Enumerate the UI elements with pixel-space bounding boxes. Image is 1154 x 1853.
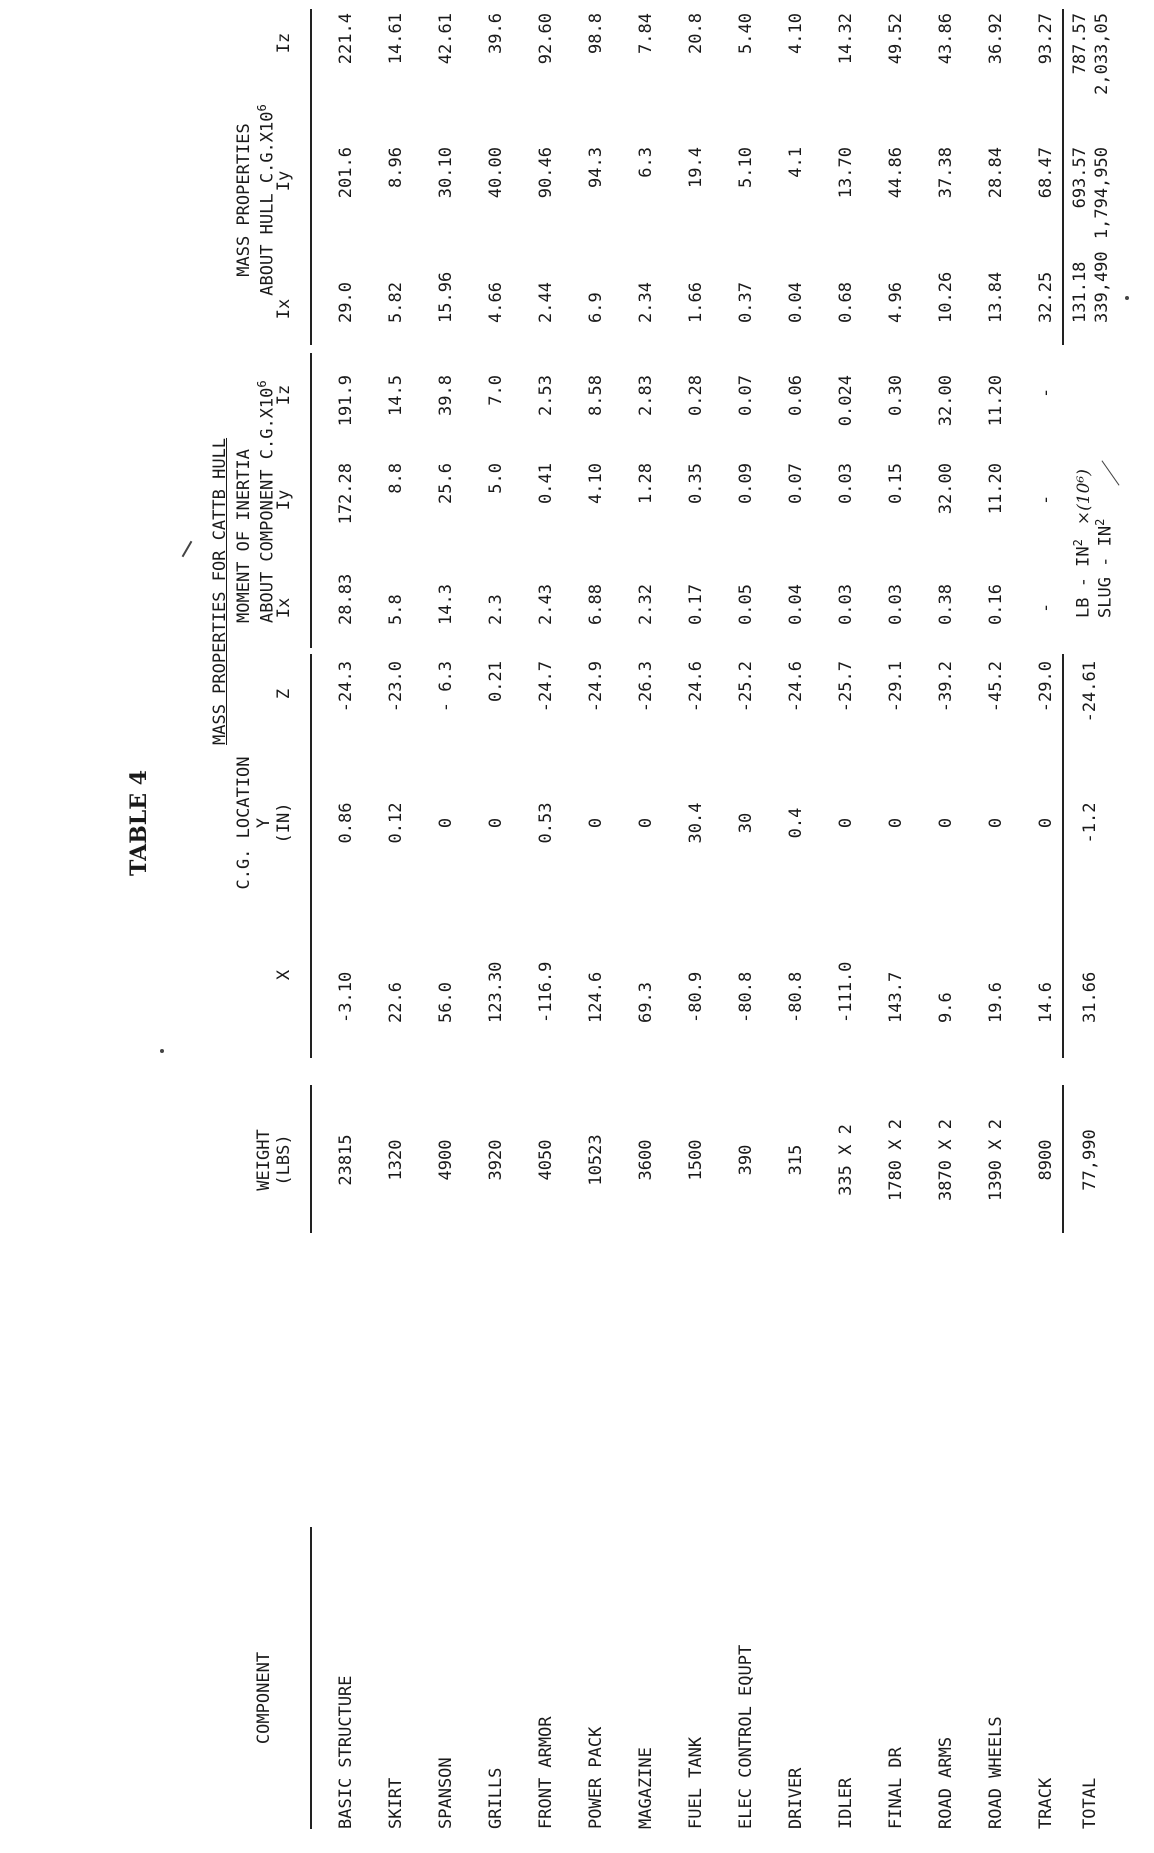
row-11-z: -29.1 <box>886 661 906 713</box>
row-12-z: -39.2 <box>936 661 956 713</box>
row-5-h-iz: 98.8 <box>586 13 606 54</box>
row-8-weight: 390 <box>736 1144 756 1176</box>
row-1-h-ix: 5.82 <box>386 282 406 323</box>
row-10-h-ix: 0.68 <box>836 282 856 323</box>
row-7-c-ix: 0.17 <box>686 584 706 625</box>
row-1-weight: 1320 <box>386 1139 406 1181</box>
header-moi-exponent: 6 <box>255 380 269 388</box>
units-multiplier: ×(10⁶) <box>1073 469 1094 526</box>
units-slug <box>1094 519 1115 618</box>
row-3-component: GRILLS <box>486 1767 506 1829</box>
scan-speck <box>182 541 193 558</box>
row-0-weight: 23815 <box>336 1134 356 1186</box>
row-4-x: -116.9 <box>536 961 556 1023</box>
row-5-x: 124.6 <box>586 971 606 1023</box>
row-1-h-iy: 8.96 <box>386 147 406 188</box>
scan-speck <box>160 1049 164 1053</box>
row-1-c-iz: 14.5 <box>386 375 406 416</box>
row-0-c-iy: 172.28 <box>336 463 356 525</box>
row-7-y: 30.4 <box>686 802 706 844</box>
row-12-weight: 3870 X 2 <box>936 1119 956 1201</box>
header-component: COMPONENT <box>254 1651 274 1745</box>
row-13-c-iz: 11.20 <box>986 375 1006 427</box>
row-0-c-ix: 28.83 <box>336 573 356 625</box>
header-cg-z: Z <box>274 688 294 700</box>
row-7-x: -80.9 <box>686 971 706 1023</box>
row-8-x: -80.8 <box>736 971 756 1023</box>
row-6-weight: 3600 <box>636 1139 656 1181</box>
row-3-h-iz: 39.6 <box>486 13 506 54</box>
units-slug-exponent: 2 <box>1093 518 1107 526</box>
row-11-h-ix: 4.96 <box>886 282 906 323</box>
row-9-weight: 315 <box>786 1144 806 1176</box>
row-7-h-iz: 20.8 <box>686 13 706 54</box>
row-11-h-iz: 49.52 <box>886 13 906 65</box>
row-1-y: 0.12 <box>386 802 406 844</box>
row-3-x: 123.30 <box>486 961 506 1023</box>
row-11-y: 0 <box>886 817 906 829</box>
row-6-component: MAGAZINE <box>636 1747 656 1829</box>
rule-total-cg <box>1062 654 1064 1058</box>
row-13-component: ROAD WHEELS <box>986 1716 1006 1829</box>
row-14-y: 0 <box>1036 817 1056 829</box>
row-10-weight: 335 X 2 <box>836 1124 856 1196</box>
scan-speck <box>1101 460 1119 485</box>
row-9-h-iz: 4.10 <box>786 13 806 54</box>
units-lb <box>1072 469 1093 618</box>
header-mp-iy: Iy <box>274 170 294 192</box>
row-11-h-iy: 44.86 <box>886 147 906 199</box>
row-8-h-iy: 5.10 <box>736 147 756 188</box>
totals-slug-iy: 1,794,950 <box>1092 147 1112 240</box>
row-6-h-iy: 6.3 <box>636 147 656 178</box>
row-2-weight: 4900 <box>436 1139 456 1181</box>
row-5-c-iy: 4.10 <box>586 463 606 504</box>
row-3-h-iy: 40.00 <box>486 147 506 199</box>
row-3-c-iy: 5.0 <box>486 463 506 494</box>
row-4-component: FRONT ARMOR <box>536 1716 556 1829</box>
row-7-c-iy: 0.35 <box>686 463 706 504</box>
rule-total-mp <box>1062 9 1064 345</box>
row-8-z: -25.2 <box>736 661 756 713</box>
row-14-c-iz: - <box>1036 387 1056 398</box>
row-13-h-ix: 13.84 <box>986 271 1006 323</box>
row-10-y: 0 <box>836 817 856 829</box>
row-2-component: SPANSON <box>436 1757 456 1829</box>
row-3-c-iz: 7.0 <box>486 375 506 406</box>
header-cg: C.G. LOCATION <box>234 756 254 890</box>
table-subtitle: MASS PROPERTIES FOR CATTB HULL <box>210 437 230 745</box>
header-moi-ix: Ix <box>274 597 294 619</box>
row-8-c-iy: 0.09 <box>736 463 756 504</box>
header-cg-unit: (IN) <box>274 802 294 844</box>
row-9-h-ix: 0.04 <box>786 282 806 323</box>
row-14-weight: 8900 <box>1036 1139 1056 1181</box>
row-9-h-iy: 4.1 <box>786 147 806 178</box>
row-9-z: -24.6 <box>786 661 806 713</box>
row-13-c-ix: 0.16 <box>986 584 1006 625</box>
row-6-h-iz: 7.84 <box>636 13 656 54</box>
row-4-z: -24.7 <box>536 661 556 713</box>
row-6-x: 69.3 <box>636 982 656 1023</box>
header-mp-line2 <box>256 104 277 295</box>
row-10-c-iz: 0.024 <box>836 375 856 427</box>
row-3-y: 0 <box>486 817 506 829</box>
row-14-h-iz: 93.27 <box>1036 13 1056 65</box>
row-11-x: 143.7 <box>886 971 906 1023</box>
row-13-y: 0 <box>986 817 1006 829</box>
row-7-component: FUEL TANK <box>686 1736 706 1829</box>
row-2-c-iy: 25.6 <box>436 463 456 504</box>
row-4-h-iz: 92.60 <box>536 13 556 65</box>
row-12-h-ix: 10.26 <box>936 271 956 323</box>
units-slug-text: SLUG - IN <box>1095 525 1116 618</box>
row-5-component: POWER PACK <box>586 1726 606 1829</box>
row-11-c-iy: 0.15 <box>886 463 906 504</box>
row-7-weight: 1500 <box>686 1139 706 1181</box>
row-14-h-ix: 32.25 <box>1036 271 1056 323</box>
row-7-c-iz: 0.28 <box>686 375 706 416</box>
row-9-c-ix: 0.04 <box>786 584 806 625</box>
row-5-c-ix: 6.88 <box>586 584 606 625</box>
row-0-c-iz: 191.9 <box>336 375 356 427</box>
row-0-component: BASIC STRUCTURE <box>336 1675 356 1829</box>
row-10-h-iz: 14.32 <box>836 13 856 65</box>
row-4-weight: 4050 <box>536 1139 556 1181</box>
row-13-h-iz: 36.92 <box>986 13 1006 65</box>
row-10-z: -25.7 <box>836 661 856 713</box>
rule-header-component <box>310 1527 312 1829</box>
row-1-z: -23.0 <box>386 661 406 713</box>
row-10-c-ix: 0.03 <box>836 584 856 625</box>
row-0-x: -3.10 <box>336 971 356 1023</box>
row-7-z: -24.6 <box>686 661 706 713</box>
row-12-c-iy: 32.00 <box>936 463 956 515</box>
total-z: -24.61 <box>1080 661 1100 723</box>
row-9-x: -80.8 <box>786 971 806 1023</box>
row-8-y: 30 <box>736 812 756 834</box>
header-mp-exponent: 6 <box>255 104 269 112</box>
row-4-h-iy: 90.46 <box>536 147 556 199</box>
totals-slug-iz: 2,033,05 <box>1092 13 1112 95</box>
row-5-y: 0 <box>586 817 606 829</box>
scan-speck <box>1125 296 1129 300</box>
row-0-h-iz: 221.4 <box>336 13 356 65</box>
row-6-z: -26.3 <box>636 661 656 713</box>
row-13-weight: 1390 X 2 <box>986 1119 1006 1201</box>
header-mp-ix: Ix <box>274 298 294 320</box>
row-13-z: -45.2 <box>986 661 1006 713</box>
header-cg-y: Y <box>254 817 274 829</box>
row-2-h-iy: 30.10 <box>436 147 456 199</box>
row-8-component: ELEC CONTROL EQUPT <box>736 1644 756 1829</box>
row-12-c-iz: 32.00 <box>936 375 956 427</box>
header-moi-text: ABOUT COMPONENT C.G.X10 <box>257 387 278 623</box>
rule-header-mp <box>310 9 312 345</box>
row-2-c-ix: 14.3 <box>436 584 456 625</box>
row-12-h-iz: 43.86 <box>936 13 956 65</box>
row-11-c-iz: 0.30 <box>886 375 906 416</box>
row-9-c-iz: 0.06 <box>786 375 806 416</box>
row-6-c-iy: 1.28 <box>636 463 656 504</box>
rule-header-moi <box>310 353 312 648</box>
row-5-h-iy: 94.3 <box>586 147 606 188</box>
row-12-component: ROAD ARMS <box>936 1736 956 1829</box>
row-11-c-ix: 0.03 <box>886 584 906 625</box>
row-14-component: TRACK <box>1036 1777 1056 1829</box>
row-1-component: SKIRT <box>386 1777 406 1829</box>
row-12-h-iy: 37.38 <box>936 147 956 199</box>
row-8-c-ix: 0.05 <box>736 584 756 625</box>
header-moi-line1: MOMENT OF INERTIA <box>234 449 254 623</box>
rule-total-weight <box>1062 1085 1064 1233</box>
header-moi-iz: Iz <box>274 384 294 406</box>
total-y: -1.2 <box>1080 802 1100 844</box>
rule-header-weight <box>310 1085 312 1233</box>
row-2-y: 0 <box>436 817 456 829</box>
row-10-x: -111.0 <box>836 961 856 1023</box>
header-weight: WEIGHT <box>254 1129 274 1191</box>
row-0-h-ix: 29.0 <box>336 282 356 323</box>
row-6-c-iz: 2.83 <box>636 375 656 416</box>
row-9-c-iy: 0.07 <box>786 463 806 504</box>
row-12-x: 9.6 <box>936 992 956 1023</box>
row-5-h-ix: 6.9 <box>586 292 606 323</box>
row-5-weight: 10523 <box>586 1134 606 1186</box>
row-13-h-iy: 28.84 <box>986 147 1006 199</box>
row-14-x: 14.6 <box>1036 982 1056 1023</box>
row-12-y: 0 <box>936 817 956 829</box>
totals-lb-ix: 131.18 <box>1070 261 1090 323</box>
row-10-c-iy: 0.03 <box>836 463 856 504</box>
row-2-h-ix: 15.96 <box>436 271 456 323</box>
total-weight: 77,990 <box>1080 1129 1100 1191</box>
row-14-z: -29.0 <box>1036 661 1056 713</box>
row-10-h-iy: 13.70 <box>836 147 856 199</box>
row-0-y: 0.86 <box>336 802 356 844</box>
row-0-z: -24.3 <box>336 661 356 713</box>
row-4-y: 0.53 <box>536 802 556 844</box>
header-weight-unit: (LBS) <box>274 1134 294 1186</box>
row-12-c-ix: 0.38 <box>936 584 956 625</box>
row-1-x: 22.6 <box>386 982 406 1023</box>
table-title: TABLE 4 <box>126 769 152 877</box>
row-7-h-iy: 19.4 <box>686 147 706 188</box>
row-14-h-iy: 68.47 <box>1036 147 1056 199</box>
total-component: TOTAL <box>1080 1777 1100 1829</box>
rule-header-cg <box>310 654 312 1058</box>
row-0-h-iy: 201.6 <box>336 147 356 199</box>
row-3-z: 0.21 <box>486 661 506 702</box>
row-2-x: 56.0 <box>436 982 456 1023</box>
row-1-h-iz: 14.61 <box>386 13 406 65</box>
totals-slug-ix: 339,490 <box>1092 251 1112 323</box>
row-6-h-ix: 2.34 <box>636 282 656 323</box>
row-9-component: DRIVER <box>786 1767 806 1829</box>
row-8-h-iz: 5.40 <box>736 13 756 54</box>
total-x: 31.66 <box>1080 971 1100 1023</box>
row-7-h-ix: 1.66 <box>686 282 706 323</box>
row-13-c-iy: 11.20 <box>986 463 1006 515</box>
row-9-y: 0.4 <box>786 807 806 839</box>
row-2-c-iz: 39.8 <box>436 375 456 416</box>
row-2-h-iz: 42.61 <box>436 13 456 65</box>
row-4-c-iz: 2.53 <box>536 375 556 416</box>
row-4-c-ix: 2.43 <box>536 584 556 625</box>
row-4-c-iy: 0.41 <box>536 463 556 504</box>
row-3-h-ix: 4.66 <box>486 282 506 323</box>
row-13-x: 19.6 <box>986 982 1006 1023</box>
header-mp-line1: MASS PROPERTIES <box>234 123 254 277</box>
row-6-y: 0 <box>636 817 656 829</box>
row-5-c-iz: 8.58 <box>586 375 606 416</box>
header-mp-text: ABOUT HULL C.G.X10 <box>257 111 278 296</box>
row-3-weight: 3920 <box>486 1139 506 1181</box>
header-mp-iz: Iz <box>274 32 294 54</box>
row-5-z: -24.9 <box>586 661 606 713</box>
units-lb-text: LB - IN <box>1073 546 1094 618</box>
row-8-h-ix: 0.37 <box>736 282 756 323</box>
row-1-c-iy: 8.8 <box>386 463 406 494</box>
row-3-c-ix: 2.3 <box>486 594 506 625</box>
row-14-c-ix: - <box>1036 602 1056 613</box>
row-8-c-iz: 0.07 <box>736 375 756 416</box>
totals-lb-iz: 787.57 <box>1070 13 1090 75</box>
header-moi-iy: Iy <box>274 489 294 511</box>
row-14-c-iy: - <box>1036 494 1056 505</box>
totals-lb-iy: 693.57 <box>1070 147 1090 209</box>
row-11-component: FINAL DR <box>886 1747 906 1829</box>
row-4-h-ix: 2.44 <box>536 282 556 323</box>
units-lb-exponent: 2 <box>1071 539 1085 547</box>
header-cg-x: X <box>274 969 294 981</box>
row-10-component: IDLER <box>836 1777 856 1829</box>
row-2-z: - 6.3 <box>436 661 456 713</box>
row-1-c-ix: 5.8 <box>386 594 406 625</box>
row-11-weight: 1780 X 2 <box>886 1119 906 1201</box>
row-6-c-ix: 2.32 <box>636 584 656 625</box>
